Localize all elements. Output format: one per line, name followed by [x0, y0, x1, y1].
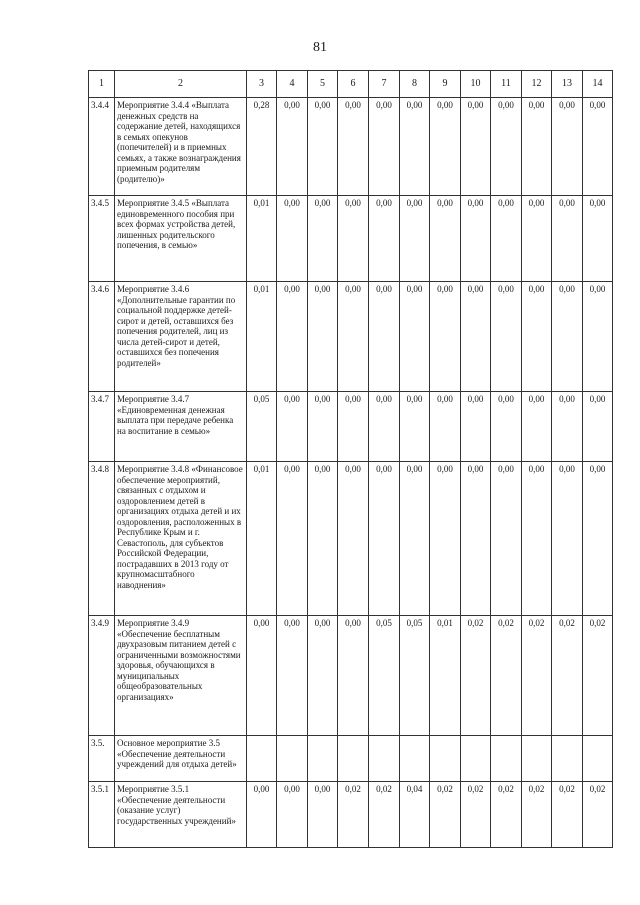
row-description: Мероприятие 3.4.9 «Обеспечение бесплатным двухразовым питанием детей с ограниченными возможностями здоровья, обучающихся в муниципальных общеобразовательных организациях» [115, 616, 247, 736]
value-cell [277, 736, 308, 782]
value-cell: 0,00 [583, 98, 613, 196]
value-cell: 0,00 [400, 392, 430, 462]
value-cell: 0,00 [491, 392, 522, 462]
value-cell [430, 736, 461, 782]
data-table [88, 70, 613, 848]
value-cell: 0,00 [461, 282, 491, 392]
value-cell: 0,28 [247, 98, 277, 196]
value-cell: 0,00 [552, 196, 583, 282]
value-cell: 0,00 [308, 196, 338, 282]
value-cell: 0,00 [430, 98, 461, 196]
value-cell [338, 736, 369, 782]
row-description: Мероприятие 3.5.1 «Обеспечение деятельности (оказание услуг) государственных учреждений» [115, 782, 247, 848]
value-cell: 0,00 [430, 392, 461, 462]
table-row [89, 196, 613, 282]
row-number: 3.4.9 [89, 616, 115, 736]
value-cell: 0,00 [247, 782, 277, 848]
value-cell [400, 736, 430, 782]
page-number: 81 [313, 40, 327, 55]
table-row [89, 98, 613, 196]
value-cell: 0,00 [552, 462, 583, 616]
value-cell: 0,00 [277, 462, 308, 616]
value-cell [308, 736, 338, 782]
column-header: 6 [338, 71, 369, 98]
value-cell: 0,05 [247, 392, 277, 462]
column-header: 13 [552, 71, 583, 98]
table-row [89, 392, 613, 462]
value-cell: 0,00 [461, 196, 491, 282]
value-cell: 0,01 [430, 616, 461, 736]
row-description: Мероприятие 3.4.4 «Выплата денежных средств на содержание детей, находящихся в семьях опекунов (попечителей) и в приемных семьях, а также вознаграждения приемным родителям (родителю)» [115, 98, 247, 196]
column-header: 4 [277, 71, 308, 98]
value-cell [461, 736, 491, 782]
value-cell: 0,00 [583, 392, 613, 462]
value-cell: 0,00 [277, 782, 308, 848]
value-cell [583, 736, 613, 782]
value-cell: 0,00 [369, 462, 400, 616]
column-header: 1 [89, 71, 115, 98]
value-cell: 0,02 [552, 782, 583, 848]
column-header: 7 [369, 71, 400, 98]
value-cell: 0,00 [491, 196, 522, 282]
table-row [89, 736, 613, 782]
table-row [89, 462, 613, 616]
value-cell [491, 736, 522, 782]
value-cell: 0,00 [369, 98, 400, 196]
column-header: 14 [583, 71, 613, 98]
value-cell [552, 736, 583, 782]
row-number: 3.4.7 [89, 392, 115, 462]
value-cell: 0,02 [583, 616, 613, 736]
value-cell: 0,00 [338, 616, 369, 736]
value-cell: 0,00 [338, 98, 369, 196]
value-cell: 0,00 [583, 282, 613, 392]
value-cell: 0,02 [491, 616, 522, 736]
value-cell: 0,00 [308, 462, 338, 616]
row-description: Мероприятие 3.4.5 «Выплата единовременного пособия при всех формах устройства детей, лишенных родительского попечения, в семью» [115, 196, 247, 282]
value-cell: 0,01 [247, 462, 277, 616]
value-cell: 0,00 [369, 392, 400, 462]
value-cell: 0,02 [369, 782, 400, 848]
row-description: Мероприятие 3.4.8 «Финансовое обеспечение мероприятий, связанных с отдыхом и оздоровлением детей в организациях отдыха детей и их оздоровления, расположенных в Республике Крым и г. Севастополь, для субъектов Российской Федерации, пострадавших в 2013 году от крупномасштабного наводнения» [115, 462, 247, 616]
value-cell: 0,00 [338, 282, 369, 392]
column-header: 2 [115, 71, 247, 98]
value-cell: 0,00 [430, 282, 461, 392]
value-cell: 0,00 [308, 782, 338, 848]
value-cell: 0,00 [583, 196, 613, 282]
value-cell: 0,02 [522, 616, 552, 736]
value-cell: 0,00 [491, 462, 522, 616]
value-cell [247, 736, 277, 782]
value-cell: 0,00 [491, 282, 522, 392]
value-cell: 0,02 [552, 616, 583, 736]
row-number: 3.4.8 [89, 462, 115, 616]
value-cell: 0,04 [400, 782, 430, 848]
value-cell: 0,00 [277, 392, 308, 462]
value-cell: 0,02 [583, 782, 613, 848]
value-cell [522, 736, 552, 782]
value-cell: 0,01 [247, 196, 277, 282]
column-header: 3 [247, 71, 277, 98]
value-cell: 0,00 [308, 98, 338, 196]
value-cell: 0,00 [400, 282, 430, 392]
value-cell: 0,00 [308, 282, 338, 392]
value-cell: 0,02 [491, 782, 522, 848]
value-cell: 0,00 [583, 462, 613, 616]
value-cell: 0,00 [461, 98, 491, 196]
row-number: 3.4.6 [89, 282, 115, 392]
value-cell: 0,00 [430, 196, 461, 282]
column-header: 9 [430, 71, 461, 98]
value-cell: 0,05 [369, 616, 400, 736]
value-cell: 0,00 [430, 462, 461, 616]
value-cell: 0,00 [491, 98, 522, 196]
value-cell: 0,00 [552, 392, 583, 462]
value-cell: 0,02 [430, 782, 461, 848]
value-cell: 0,00 [369, 196, 400, 282]
header-row [89, 71, 613, 98]
value-cell: 0,00 [338, 392, 369, 462]
table-row [89, 282, 613, 392]
value-cell: 0,00 [461, 392, 491, 462]
table-row [89, 616, 613, 736]
value-cell: 0,00 [277, 282, 308, 392]
table-row [89, 782, 613, 848]
value-cell: 0,01 [247, 282, 277, 392]
row-description: Основное мероприятие 3.5 «Обеспечение деятельности учреждений для отдыха детей» [115, 736, 247, 782]
row-number: 3.4.4 [89, 98, 115, 196]
value-cell: 0,00 [400, 98, 430, 196]
value-cell: 0,00 [522, 392, 552, 462]
value-cell: 0,00 [522, 196, 552, 282]
row-number: 3.5. [89, 736, 115, 782]
value-cell: 0,02 [338, 782, 369, 848]
value-cell: 0,00 [308, 392, 338, 462]
value-cell: 0,00 [400, 462, 430, 616]
value-cell [369, 736, 400, 782]
value-cell: 0,00 [522, 282, 552, 392]
row-number: 3.4.5 [89, 196, 115, 282]
column-header: 8 [400, 71, 430, 98]
value-cell: 0,00 [552, 282, 583, 392]
value-cell: 0,00 [277, 98, 308, 196]
value-cell: 0,00 [552, 98, 583, 196]
value-cell: 0,02 [461, 782, 491, 848]
column-header: 10 [461, 71, 491, 98]
column-header: 12 [522, 71, 552, 98]
value-cell: 0,00 [308, 616, 338, 736]
column-header: 11 [491, 71, 522, 98]
value-cell: 0,00 [461, 462, 491, 616]
row-description: Мероприятие 3.4.7 «Единовременная денежная выплата при передаче ребенка на воспитание в семью» [115, 392, 247, 462]
value-cell: 0,05 [400, 616, 430, 736]
value-cell: 0,02 [522, 782, 552, 848]
value-cell: 0,02 [461, 616, 491, 736]
value-cell: 0,00 [522, 98, 552, 196]
value-cell: 0,00 [369, 282, 400, 392]
value-cell: 0,00 [277, 616, 308, 736]
value-cell: 0,00 [522, 462, 552, 616]
row-number: 3.5.1 [89, 782, 115, 848]
value-cell: 0,00 [277, 196, 308, 282]
row-description: Мероприятие 3.4.6 «Дополнительные гарантии по социальной поддержке детей-сирот и детей, оставшихся без попечения родителей, лиц из числа детей-сирот и детей, оставшихся без попечения родителей» [115, 282, 247, 392]
column-header: 5 [308, 71, 338, 98]
value-cell: 0,00 [338, 196, 369, 282]
value-cell: 0,00 [247, 616, 277, 736]
value-cell: 0,00 [400, 196, 430, 282]
value-cell: 0,00 [338, 462, 369, 616]
